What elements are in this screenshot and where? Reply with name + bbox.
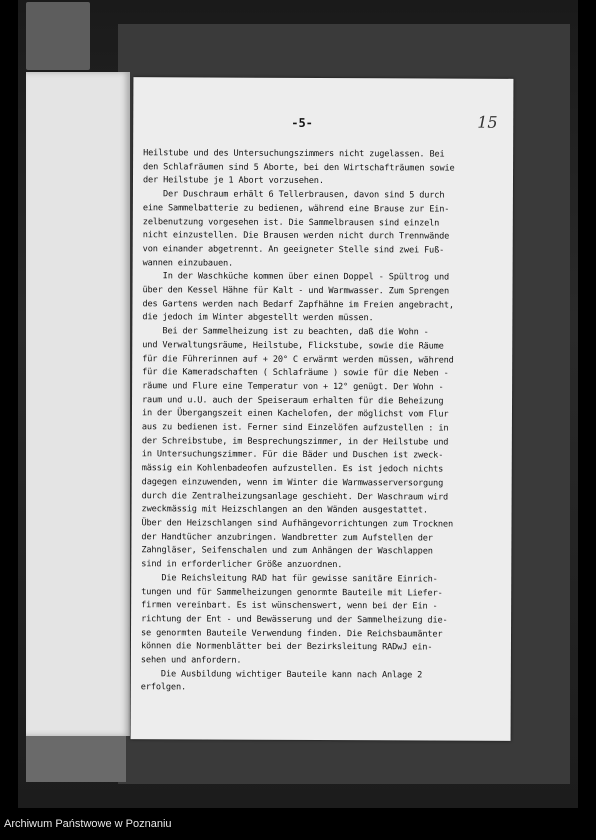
text-line: Über den Heizschlangen sind Aufhängevorrichtungen zum Trocknen [141,518,454,530]
text-line: für die Kameradschaften ( Schlafräume ) sowie für die Neben - [142,367,449,379]
text-line: Bei der Sammelheizung ist zu beachten, daß die Wohn - [142,326,429,338]
text-line: richtung der Ent - und Bewässerung und der Sammelheizung die- [141,614,448,626]
text-line: von einander abgetrennt. An geeigneter Stelle sind zwei Fuß- [142,244,445,256]
text-line: se genormten Bauteile Verwendung finden. Die Reichsbaumänter [140,627,443,640]
text-line: Heilstube und des Untersuchungszimmers nicht zugelassen. Bei [143,148,445,160]
page-number: -5- [291,115,313,130]
text-line: und Verwaltungsräume, Heilstube, Flickstube, sowie die Räume [142,340,444,352]
text-line: zweckmässig mit Heizschlangen an den Wänden ausgestattet. [141,504,428,516]
document-body [141,147,513,697]
text-line: Die Ausbildung wichtiger Bauteile kann nach Anlage 2 [140,668,423,681]
text-line: durch die Zentralheizungsanlage geschieht. Der Waschraum wird [141,490,449,503]
adjacent-page [26,72,130,736]
text-line: aus zu bedienen ist. Ferner sind Einzelöfen aufzustellen : in [141,422,449,434]
text-line: für die Führerinnen auf + 20° C erwärmt werden müssen, während [142,353,454,366]
text-line: über den Kessel Hähne für Kalt - und Warmwasser. Zum Sprengen [142,285,450,297]
text-line: der Heilstube je 1 Abort vorzusehen. [142,175,324,187]
text-line: des Gartens werden nach Bedarf Zapfhähne im Freien angebracht, [142,298,454,311]
text-line: zelbenutzung vorgesehen ist. Die Sammelbrausen sind einzeln [142,216,440,229]
archive-page-number: 15 [477,112,498,132]
text-line: die jedoch im Winter abgestellt werden müssen. [142,312,374,324]
binder-clip [26,2,90,70]
text-line: raum und u.U. auch der Speiseraum erhalten für die Beheizung [142,394,444,407]
text-line: Zahngläser, Seifenschalen und zum Anhängen der Waschlappen [141,545,433,557]
text-line: nicht einzustellen. Die Brausen werden nicht durch Trennwände [142,230,450,242]
text-line: in der Übergangszeit einen Kachelofen, der möglichst vom Flur [141,408,449,420]
text-line: erfolgen. [140,682,187,693]
text-line: Der Duschraum erhält 6 Tellerbrausen, davon sind 5 durch [142,189,445,201]
text-line: können die Normenblätter bei der Bezirksleitung RADwJ ein- [140,641,433,653]
text-line: dagegen einzuwenden, wenn im Winter die Warmwasserversorgung [141,477,444,489]
text-line: räume und Flure eine Temperatur von + 12° genügt. Der Wohn - [142,381,444,393]
text-line: firmen vereinbart. Es ist wünschenswert, wenn bei der Ein - [141,600,438,612]
text-line: der Schreibstube, im Besprechungszimmer, in der Heilstube und [141,435,449,448]
text-line: wannen einzubauen. [142,257,234,269]
text-line: den Schlafräumen sind 5 Aborte, bei den Wirtschafträumen sowie [143,161,455,174]
text-line: sind in erforderlicher Größe anzuordnen. [141,559,343,571]
document-page [131,77,514,741]
text-line: In der Waschküche kommen über einen Doppel - Spültrog und [142,271,450,283]
text-line: der Handtücher anzubringen. Wandbretter zum Aufstellen der [141,531,433,544]
adjacent-page-edge [26,736,126,782]
text-line: sehen und anfordern. [140,655,242,666]
text-line: eine Sammelbatterie zu bedienen, während eine Brause zur Ein- [142,203,450,215]
text-line: Die Reichsleitung RAD hat für gewisse sanitäre Einrich- [141,573,438,585]
text-line: mässig ein Kohlenbadeofen aufzustellen. Es ist jedoch nichts [141,463,444,475]
archive-footer: Archiwum Państwowe w Poznaniu [4,818,172,830]
text-line: tungen und für Sammelheizungen genormte Bauteile mit Liefer- [141,586,443,599]
text-line: in Untersuchungszimmer. Für die Bäder und Duschen ist zweck- [141,449,444,461]
